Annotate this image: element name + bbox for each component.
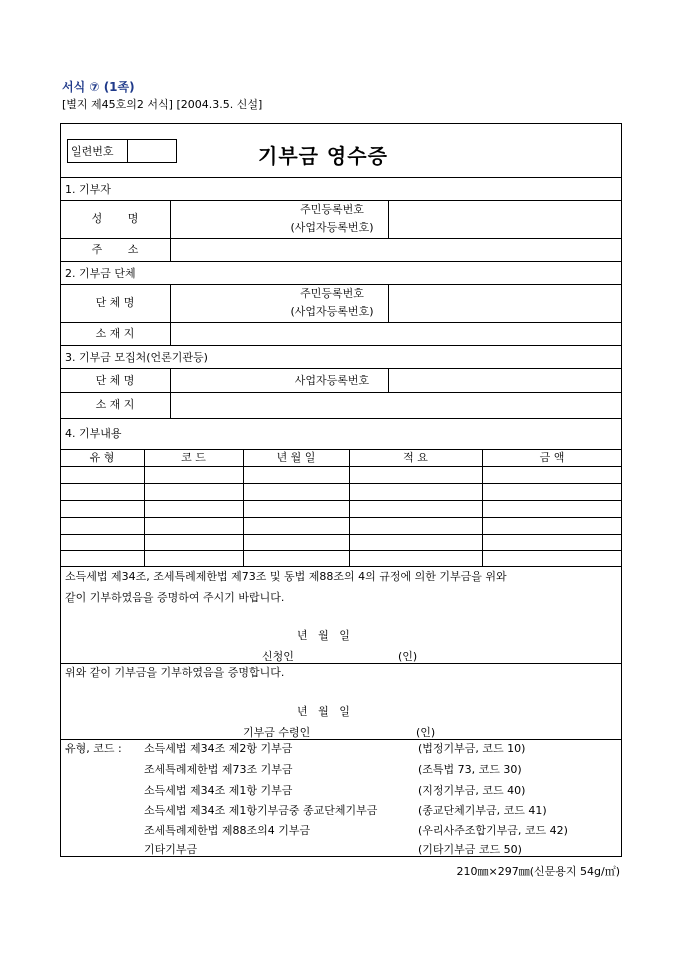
- group-location-label: 소 재 지: [95, 327, 135, 340]
- col-header-type: 유 형: [89, 451, 115, 464]
- donor-heading: 1. 기부자: [65, 183, 111, 196]
- code-value: (우리사주조합기부금, 코드 42): [418, 824, 568, 837]
- request-date: 년 월 일: [297, 629, 350, 642]
- certification-date: 년 월 일: [297, 705, 350, 718]
- recipient-label: 기부금 수령인: [243, 726, 311, 739]
- form-reference: [별지 제45호의2 서식] [2004.3.5. 신설]: [62, 98, 263, 111]
- col-header-amount: 금 액: [539, 451, 565, 464]
- collector-biz-field[interactable]: [389, 369, 621, 391]
- recipient-seal: (인): [416, 726, 436, 739]
- collector-location-field[interactable]: [171, 393, 621, 417]
- donor-address-field[interactable]: [171, 239, 621, 260]
- code-value: (종교단체기부금, 코드 41): [418, 804, 547, 817]
- donor-name-label: 성 명: [91, 212, 139, 225]
- applicant-label: 신청인: [262, 650, 294, 663]
- donor-id-field[interactable]: [389, 201, 621, 237]
- code-value: (지정기부금, 코드 40): [418, 784, 526, 797]
- collector-name-field[interactable]: [171, 369, 276, 391]
- group-name-label: 단 체 명: [95, 296, 135, 309]
- serial-number-label: 일련번호: [71, 145, 114, 158]
- code-law: 소득세법 제34조 제2항 기부금: [144, 742, 293, 755]
- codes-label: 유형, 코드 :: [65, 742, 122, 755]
- collector-name-label: 단 체 명: [95, 374, 135, 387]
- code-value: (법정기부금, 코드 10): [418, 742, 526, 755]
- form-number: 서식 ⑦ (1족): [62, 80, 135, 94]
- group-location-field[interactable]: [171, 323, 621, 344]
- group-name-field[interactable]: [171, 285, 276, 321]
- paper-spec: 210㎜×297㎜(신문용지 54g/㎡): [456, 865, 620, 878]
- group-id-field[interactable]: [389, 285, 621, 321]
- request-line-2: 같이 기부하였음을 증명하여 주시기 바랍니다.: [65, 591, 285, 604]
- group-id-label-sub: (사업자등록번호): [290, 305, 374, 318]
- col-header-summary: 적 요: [403, 451, 428, 464]
- col-header-code: 코 드: [181, 451, 206, 464]
- rule: [60, 177, 622, 178]
- code-law: 소득세법 제34조 제1항 기부금: [144, 784, 293, 797]
- donation-table-body[interactable]: [61, 467, 621, 565]
- request-line-1: 소득세법 제34조, 조세특례제한법 제73조 및 동법 제88조의 4의 규정에 의한 기부금을 위와: [65, 570, 507, 583]
- col-header-date: 년 월 일: [276, 451, 316, 464]
- collector-heading: 3. 기부금 모집처(언론기관등): [65, 351, 208, 364]
- rule: [60, 739, 622, 740]
- code-law: 소득세법 제34조 제1항기부금중 종교단체기부금: [144, 804, 378, 817]
- rule: [60, 345, 622, 346]
- code-law: 기타기부금: [144, 843, 198, 856]
- serial-divider: [127, 139, 128, 163]
- group-heading: 2. 기부금 단체: [65, 267, 136, 280]
- donor-name-field[interactable]: [171, 201, 276, 237]
- code-value: (조특법 73, 코드 30): [418, 763, 522, 776]
- certification-line: 위와 같이 기부금을 기부하였음을 증명합니다.: [65, 666, 285, 679]
- code-law: 조세특례제한법 제73조 기부금: [144, 763, 293, 776]
- group-id-label: 주민등록번호: [300, 287, 364, 300]
- code-law: 조세특례제한법 제88조의4 기부금: [144, 824, 311, 837]
- form-title: 기부금 영수증: [258, 144, 388, 168]
- applicant-seal: (인): [398, 650, 418, 663]
- code-value: (기타기부금 코드 50): [418, 843, 522, 856]
- collector-location-label: 소 재 지: [95, 398, 135, 411]
- rule: [60, 566, 622, 567]
- rule: [60, 261, 622, 262]
- collector-biz-label: 사업자등록번호: [294, 374, 370, 387]
- donor-address-label: 주 소: [91, 243, 139, 256]
- donor-id-label: 주민등록번호: [300, 203, 364, 216]
- details-heading: 4. 기부내용: [65, 427, 122, 440]
- rule: [60, 418, 622, 419]
- donor-id-label-sub: (사업자등록번호): [290, 221, 374, 234]
- rule: [60, 663, 622, 664]
